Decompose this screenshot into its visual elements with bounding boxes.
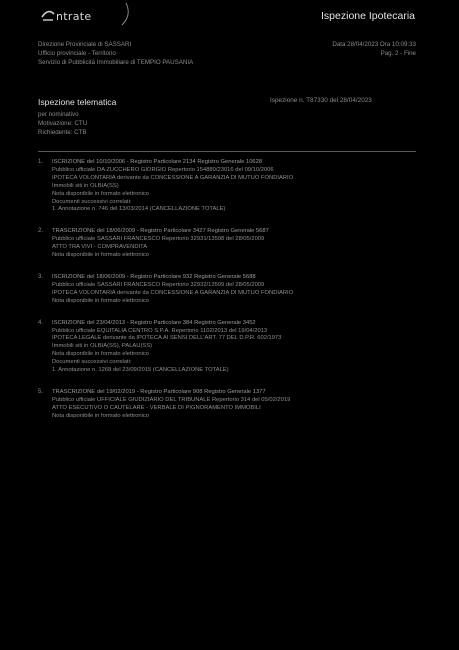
entry-detail-line: IPOTECA VOLONTARIA derivante da CONCESSIONE A GARANZIA DI MUTUO FONDIARIO xyxy=(52,174,294,181)
entry-detail-line: Pubblico ufficiale DA ZUCCHERO GIORGIO Repertorio 154880/23016 del 09/10/2006 xyxy=(52,166,274,173)
logo-e-icon xyxy=(40,7,56,25)
section-divider xyxy=(38,151,416,152)
entry-detail-line: Nota disponibile in formato elettronico xyxy=(52,297,149,304)
logo-swoosh-icon xyxy=(118,1,134,27)
entry-number: 1. xyxy=(38,159,44,165)
entry-body xyxy=(52,228,416,260)
entry-detail-line: Documenti successivi correlati: xyxy=(52,359,132,366)
entry-number: 3. xyxy=(38,273,44,280)
formalities-list xyxy=(38,159,416,435)
entry-detail-line: Pubblico ufficiale SASSARI FRANCESCO Repertorio 32932/13509 del 28/05/2009 xyxy=(52,281,265,288)
entry-detail-line: Nota disponibile in formato elettronico xyxy=(52,351,149,358)
entry-heading: TRASCRIZIONE del 18/06/2009 - Registro Particolare 3427 Registro Generale 5687 xyxy=(52,228,269,235)
inspection-title: Ispezione telematica xyxy=(38,97,117,107)
entry-heading: ISCRIZIONE del 23/04/2013 - Registro Particolare 384 Registro Generale 3452 xyxy=(52,319,256,326)
office-line: Ufficio provinciale - Territorio xyxy=(38,50,116,57)
inspection-date: Ispezione n. T87330 del 28/04/2023 xyxy=(270,97,372,104)
entry-body xyxy=(52,274,416,306)
entry-heading: ISCRIZIONE del 18/06/2009 - Registro Particolare 932 Registro Generale 5688 xyxy=(52,273,256,280)
entry-heading: ISCRIZIONE del 10/10/2006 - Registro Particolare 2134 Registro Generale 10628 xyxy=(52,159,263,165)
entry-number: 4. xyxy=(38,319,44,326)
logo-text: ntrate xyxy=(56,9,92,23)
office-line: Direzione Provinciale di SASSARI xyxy=(38,41,132,48)
entry-detail-line: Immobili siti in OLBIA(SS) xyxy=(52,182,119,189)
formality-entry xyxy=(38,389,416,421)
entry-detail-line: IPOTECA VOLONTARIA derivante da CONCESSIONE A GARANZIA DI MUTUO FONDIARIO xyxy=(52,289,294,296)
formality-entry xyxy=(38,228,416,260)
entry-detail-line: ATTO ESECUTIVO O CAUTELARE - VERBALE DI PIGNORAMENTO IMMOBILI xyxy=(52,404,261,411)
entry-detail-line: Documenti successivi correlati: xyxy=(52,198,132,205)
document-title: Ispezione Ipotecaria xyxy=(321,10,415,22)
entry-number: 5. xyxy=(38,388,44,395)
entry-detail-line: Nota disponibile in formato elettronico xyxy=(52,190,149,197)
entry-detail-line: Pubblico ufficiale UFFICIALE GIUDIZIARIO DEL TRIBUNALE Repertorio 314 del 05/02/2019 xyxy=(52,396,291,403)
entry-body xyxy=(52,389,416,421)
entry-heading: TRASCRIZIONE del 19/02/2019 - Registro Particolare 908 Registro Generale 1377 xyxy=(52,388,266,395)
agency-logo xyxy=(40,4,91,28)
entry-detail-line: 1. Annotazione n. 1268 del 23/09/2015 (CANCELLAZIONE TOTALE) xyxy=(52,367,229,374)
inspection-meta xyxy=(38,110,87,137)
entry-detail-line: ATTO TRA VIVI - COMPRAVENDITA xyxy=(52,244,148,251)
page-number: Pag. 2 - Fine xyxy=(380,50,416,57)
formality-entry xyxy=(38,320,416,375)
entry-detail-line: Immobili siti in OLBIA(SS), PALAU(SS) xyxy=(52,343,153,350)
entry-detail-line: Nota disponibile in formato elettronico xyxy=(52,412,149,419)
office-line: Servizio di Pubblicità Immobiliare di TEMPIO PAUSANIA xyxy=(38,59,194,66)
entry-detail-line: Pubblico ufficiale EQUITALIA CENTRO S.P.A. Repertorio 1102/2013 del 19/04/2013 xyxy=(52,327,268,334)
date-page-info xyxy=(332,40,416,58)
inspection-meta-line: Richiedente: CTB xyxy=(38,129,87,136)
formality-entry xyxy=(38,159,416,214)
inspection-meta-line: Motivazione: CTU xyxy=(38,120,88,127)
print-date: Data 28/04/2023 Ora 10:09:33 xyxy=(332,41,416,48)
entry-detail-line: Nota disponibile in formato elettronico xyxy=(52,252,149,259)
entry-detail-line: IPOTECA LEGALE derivante da IPOTECA AI SENSI DELL'ART. 77 DEL D.P.R. 602/1973 xyxy=(52,335,282,342)
entry-detail-line: 1. Annotazione n. 746 del 13/03/2014 (CANCELLAZIONE TOTALE) xyxy=(52,206,226,213)
entry-number: 2. xyxy=(38,228,44,235)
entry-body xyxy=(52,320,416,375)
entry-detail-line: Pubblico ufficiale SASSARI FRANCESCO Repertorio 32931/13508 del 28/05/2009 xyxy=(52,236,265,243)
formality-entry xyxy=(38,274,416,306)
inspection-meta-line: per nominativo xyxy=(38,111,79,118)
office-header xyxy=(38,40,193,67)
entry-body xyxy=(52,159,416,214)
